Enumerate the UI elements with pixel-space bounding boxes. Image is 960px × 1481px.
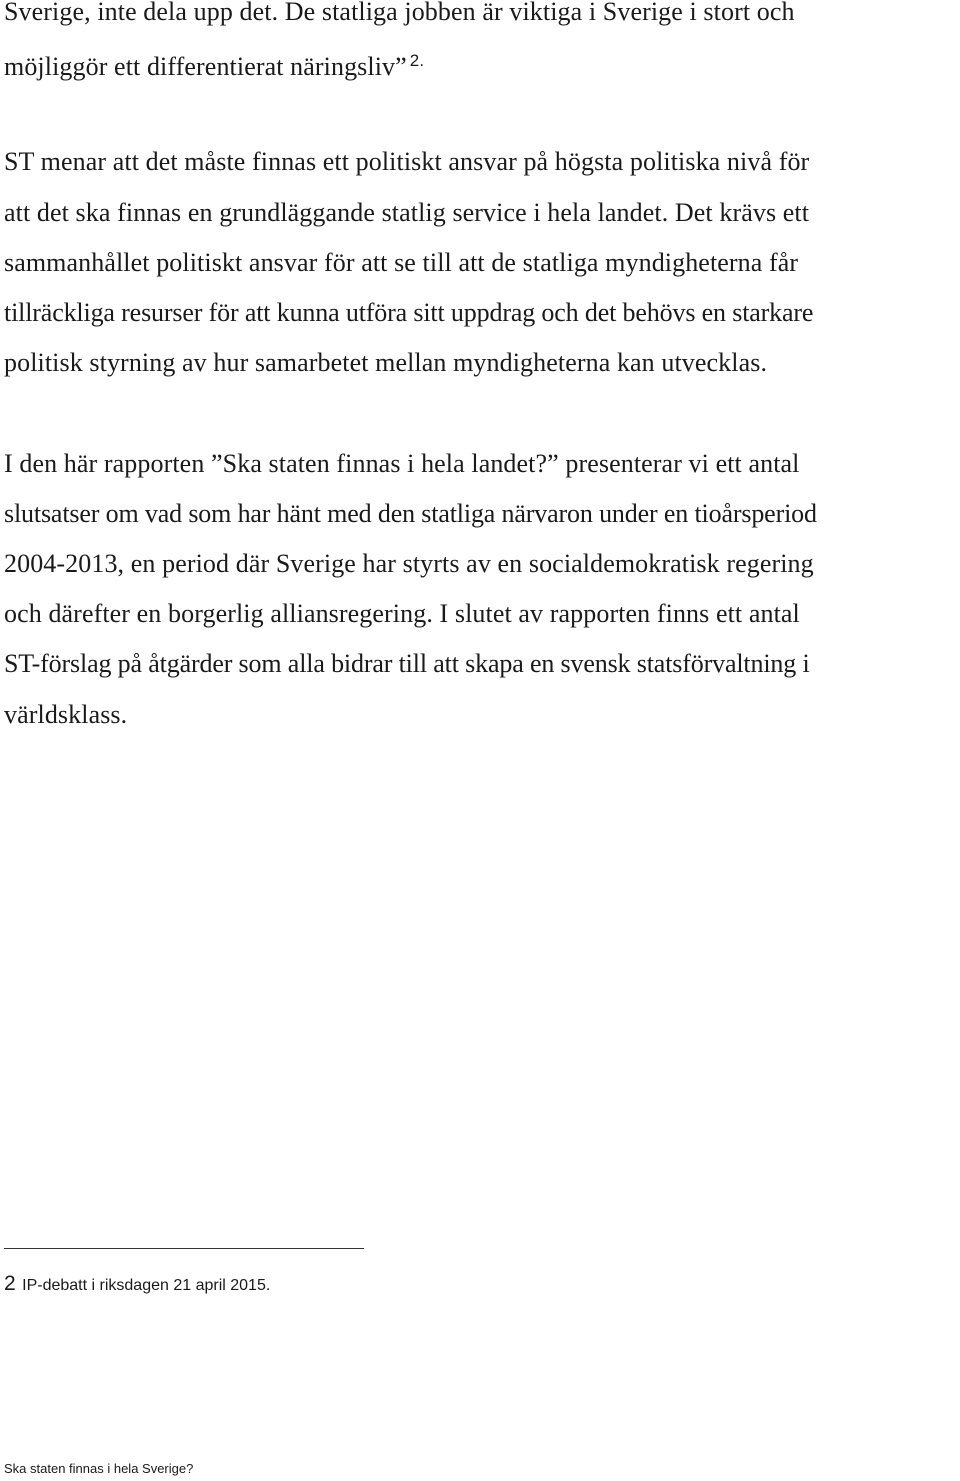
paragraph-1-line-2 bbox=[4, 46, 424, 82]
paragraph-3-line-5: ST-förslag på åtgärder som alla bidrar till att skapa en svensk statsförvaltning i bbox=[4, 649, 810, 678]
paragraph-2-line-5: politisk styrning av hur samarbetet mellan myndigheterna kan utvecklas. bbox=[4, 348, 768, 377]
paragraph-2-line-2: att det ska finnas en grundläggande statlig service i hela landet. Det krävs ett bbox=[4, 198, 810, 227]
paragraph-2-line-1: ST menar att det måste finnas ett politiskt ansvar på högsta politiska nivå för bbox=[4, 147, 810, 176]
footnote-number: 2 bbox=[4, 1272, 16, 1295]
paragraph-2-line-3: sammanhållet politiskt ansvar för att se till att de statliga myndigheterna får bbox=[4, 248, 799, 277]
footnote-text: IP-debatt i riksdagen 21 april 2015. bbox=[22, 1277, 271, 1294]
footnote bbox=[4, 1272, 270, 1298]
paragraph-3-line-6: världsklass. bbox=[4, 700, 128, 729]
paragraph-3-line-2: slutsatser om vad som har hänt med den statliga närvaron under en tioårsperiod bbox=[4, 499, 817, 528]
footnote-separator bbox=[4, 1248, 364, 1249]
paragraph-3-line-1: I den här rapporten ”Ska staten finnas i hela landet?” presenterar vi ett antal bbox=[4, 449, 800, 478]
footnote-reference: 2. bbox=[409, 51, 425, 70]
paragraph-2-line-4: tillräckliga resurser för att kunna utföra sitt uppdrag och det behövs en starkare bbox=[4, 298, 814, 327]
paragraph-3-line-4: och därefter en borgerlig alliansregering. I slutet av rapporten finns ett antal bbox=[4, 599, 800, 628]
page-footer: Ska staten finnas i hela Sverige? bbox=[4, 1461, 194, 1476]
paragraph-1-line-1: Sverige, inte dela upp det. De statliga jobben är viktiga i Sverige i stort och bbox=[4, 0, 795, 26]
paragraph-3-line-3: 2004-2013, en period där Sverige har styrts av en socialdemokratisk regering bbox=[4, 549, 814, 578]
paragraph-1-line-2-text: möjliggör ett differentierat näringsliv” bbox=[4, 52, 407, 81]
